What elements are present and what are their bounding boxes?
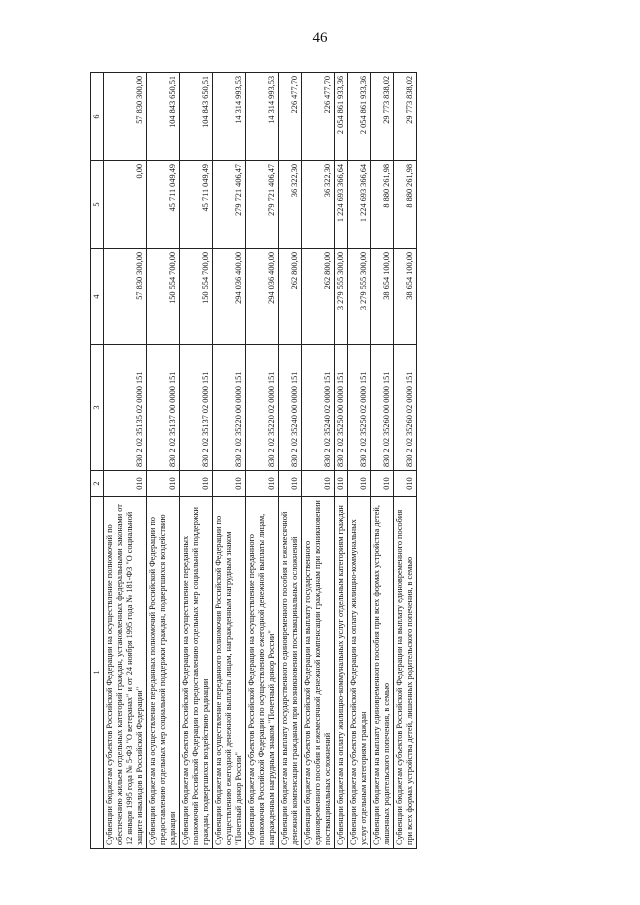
row-executed-amount-cell: 1 224 693 366,64 [348, 161, 371, 249]
row-classifier-cell: 830 2 02 35240 00 0000 151 [279, 345, 302, 471]
header-col-5: 5 [91, 161, 104, 249]
table-row [246, 73, 279, 849]
row-executed-amount-cell: 1 224 693 366,64 [335, 161, 348, 249]
row-approved-amount-cell: 262 800,00 [302, 249, 335, 345]
row-name-cell: Субвенции бюджетам на оплату жилищно-коммунальных услуг отдельным категориям граждан [335, 497, 348, 849]
row-unexecuted-amount-cell: 14 314 993,53 [213, 73, 246, 161]
row-name-cell: Субвенции бюджетам субъектов Российской Федерации на выплату единовременного пособия при всех формах устройства детей, лишенных родительского попечения, в семью [394, 497, 417, 849]
table-row [371, 73, 394, 849]
table-row [348, 73, 371, 849]
row-line-code-cell: 010 [335, 471, 348, 497]
header-row [91, 73, 104, 849]
header-col-4: 4 [91, 249, 104, 345]
header-col-3: 3 [91, 345, 104, 471]
row-line-code-cell: 010 [279, 471, 302, 497]
row-unexecuted-amount-cell: 226 477,70 [279, 73, 302, 161]
rotated-table-container [90, 73, 584, 849]
row-line-code-cell: 010 [302, 471, 335, 497]
row-classifier-cell: 830 2 02 35260 02 0000 151 [394, 345, 417, 471]
table-row [302, 73, 335, 849]
row-line-code-cell: 010 [394, 471, 417, 497]
header-col-1: 1 [91, 497, 104, 849]
row-unexecuted-amount-cell: 2 054 861 933,36 [348, 73, 371, 161]
row-approved-amount-cell: 3 279 555 300,00 [335, 249, 348, 345]
row-name-cell: Субвенции бюджетам субъектов Российской Федерации на выплату государственного единовременного пособия и ежемесячной денежной компенсации гражданам при возникновении поствакцинальных осложнений [302, 497, 335, 849]
row-executed-amount-cell: 0,00 [104, 161, 147, 249]
row-name-cell: Субвенции бюджетам на выплату единовременного пособия при всех формах устройства детей, лишенных родительского попечения, в семью [371, 497, 394, 849]
row-unexecuted-amount-cell: 104 843 650,51 [147, 73, 180, 161]
row-unexecuted-amount-cell: 226 477,70 [302, 73, 335, 161]
row-executed-amount-cell: 279 721 406,47 [213, 161, 246, 249]
row-executed-amount-cell: 8 880 261,98 [371, 161, 394, 249]
row-classifier-cell: 830 2 02 35250 02 0000 151 [348, 345, 371, 471]
row-approved-amount-cell: 294 036 400,00 [213, 249, 246, 345]
row-classifier-cell: 830 2 02 35220 02 0000 151 [246, 345, 279, 471]
row-line-code-cell: 010 [147, 471, 180, 497]
row-classifier-cell: 830 2 02 35260 00 0000 151 [371, 345, 394, 471]
row-executed-amount-cell: 45 711 049,49 [180, 161, 213, 249]
row-classifier-cell: 830 2 02 35220 00 0000 151 [213, 345, 246, 471]
table-row [147, 73, 180, 849]
row-name-cell: Субвенции бюджетам на осуществление переданного полномочия Российской Федерации по осуществлению ежегодной денежной выплаты лицам, награжденным нагрудным знаком "Почетный донор России" [213, 497, 246, 849]
budget-table [90, 72, 417, 849]
row-line-code-cell: 010 [213, 471, 246, 497]
row-line-code-cell: 010 [348, 471, 371, 497]
row-approved-amount-cell: 3 279 555 300,00 [348, 249, 371, 345]
row-executed-amount-cell: 36 322,30 [302, 161, 335, 249]
row-line-code-cell: 010 [104, 471, 147, 497]
row-unexecuted-amount-cell: 29 773 838,02 [371, 73, 394, 161]
row-unexecuted-amount-cell: 14 314 993,53 [246, 73, 279, 161]
row-classifier-cell: 830 2 02 35137 02 0000 151 [180, 345, 213, 471]
row-executed-amount-cell: 279 721 406,47 [246, 161, 279, 249]
row-executed-amount-cell: 45 711 049,49 [147, 161, 180, 249]
row-approved-amount-cell: 38 654 100,00 [394, 249, 417, 345]
row-classifier-cell: 830 2 02 35137 00 0000 151 [147, 345, 180, 471]
row-name-cell: Субвенции бюджетам субъектов Российской Федерации на осуществление переданного полномочия Российской Федерации по осуществлению ежегодной денежной выплаты лицам, награжденным нагрудным знаком "Почетный донор России" [246, 497, 279, 849]
row-line-code-cell: 010 [371, 471, 394, 497]
row-approved-amount-cell: 294 036 400,00 [246, 249, 279, 345]
table-row [104, 73, 147, 849]
row-approved-amount-cell: 150 554 700,00 [147, 249, 180, 345]
row-approved-amount-cell: 57 830 300,00 [104, 249, 147, 345]
row-name-cell: Субвенции бюджетам на выплату государственного единовременного пособия и ежемесячной денежной компенсации гражданам при возникновении поствакцинальных осложнений [279, 497, 302, 849]
table-row [335, 73, 348, 849]
header-col-6: 6 [91, 73, 104, 161]
header-col-2: 2 [91, 471, 104, 497]
row-name-cell: Субвенции бюджетам субъектов Российской Федерации на осуществление переданных полномочий Российской Федерации по предоставлению отдельных мер социальной поддержки граждан, подвергшихся воздействию радиации [180, 497, 213, 849]
row-approved-amount-cell: 38 654 100,00 [371, 249, 394, 345]
row-classifier-cell: 830 2 02 35135 02 0000 151 [104, 345, 147, 471]
table-row [394, 73, 417, 849]
row-approved-amount-cell: 150 554 700,00 [180, 249, 213, 345]
row-name-cell: Субвенции бюджетам на осуществление переданных полномочий Российской Федерации по предоставлению отдельных мер социальной поддержки граждан, подвергшихся воздействию радиации [147, 497, 180, 849]
row-line-code-cell: 010 [246, 471, 279, 497]
row-unexecuted-amount-cell: 29 773 838,02 [394, 73, 417, 161]
row-approved-amount-cell: 262 800,00 [279, 249, 302, 345]
table-body [104, 73, 417, 849]
row-classifier-cell: 830 2 02 35250 00 0000 151 [335, 345, 348, 471]
table-row [279, 73, 302, 849]
page-number: 46 [312, 30, 328, 46]
row-name-cell: Субвенции бюджетам субъектов Российской Федерации на осуществление полномочий по обеспечению жильем отдельных категорий граждан, установленных федеральными законами от 12 января 1995 года № 5-ФЗ "О ветеранах" и от 24 ноября 1995 года № 181-ФЗ "О социальной защите инвалидов в Российской Федерации" [104, 497, 147, 849]
row-unexecuted-amount-cell: 104 843 650,51 [180, 73, 213, 161]
table-row [180, 73, 213, 849]
row-classifier-cell: 830 2 02 35240 02 0000 151 [302, 345, 335, 471]
row-line-code-cell: 010 [180, 471, 213, 497]
row-name-cell: Субвенции бюджетам субъектов Российской Федерации на оплату жилищно-коммунальных услуг отдельным категориям граждан [348, 497, 371, 849]
row-unexecuted-amount-cell: 57 830 300,00 [104, 73, 147, 161]
table-row [213, 73, 246, 849]
row-executed-amount-cell: 36 322,30 [279, 161, 302, 249]
row-unexecuted-amount-cell: 2 054 861 933,36 [335, 73, 348, 161]
row-executed-amount-cell: 8 880 261,98 [394, 161, 417, 249]
